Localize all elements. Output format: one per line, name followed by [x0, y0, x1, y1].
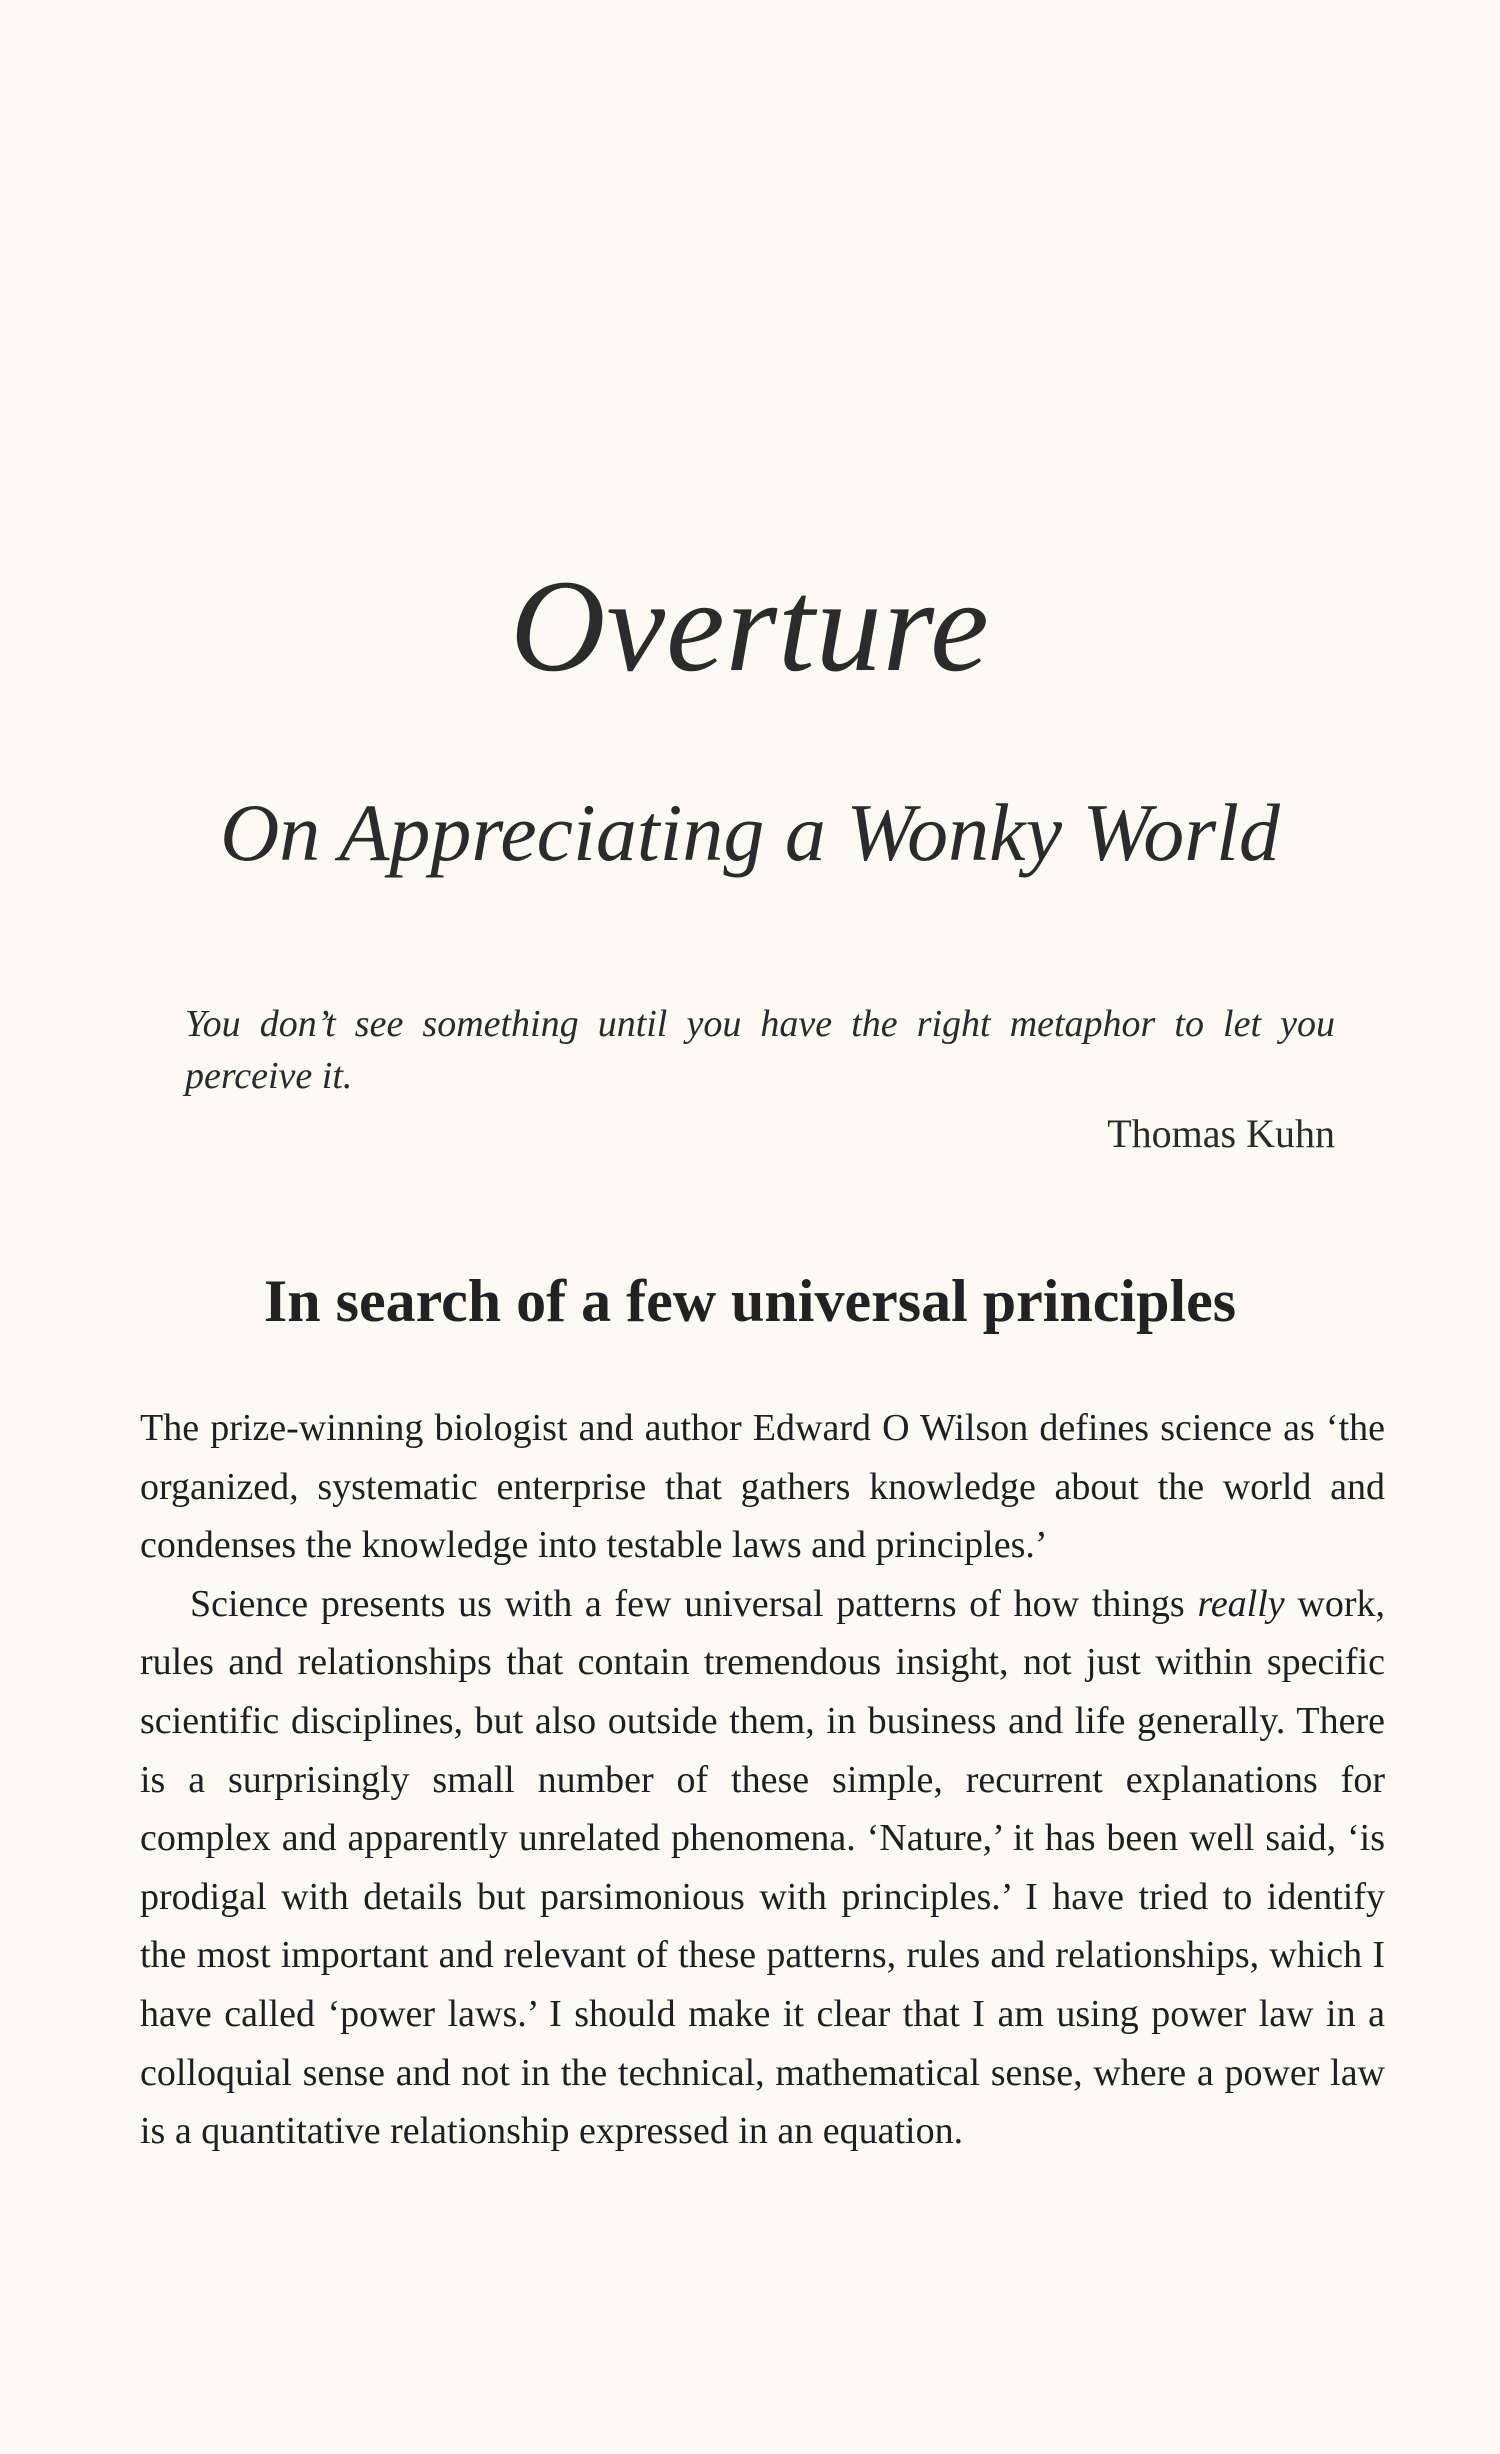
paragraph-2: [140, 1575, 1385, 2161]
emphasis-really: really: [1197, 1582, 1285, 1625]
chapter-subtitle: On Appreciating a Wonky World: [220, 787, 1280, 878]
section-heading: In search of a few universal principles: [263, 1268, 1237, 1334]
epigraph-quote: You don’t see something until you have the right metaphor to let you perceive it.: [185, 1003, 1335, 1097]
chapter-title: Overture: [510, 552, 990, 699]
paragraph-1: The prize-winning biologist and author Edward O Wilson defines science as ‘the organized, systematic enterprise that gathers knowledge about the world and condenses the knowledge into testable laws and principles.’: [140, 1407, 1385, 1567]
paragraph-2-part-2: work, rules and relationships that contain tremendous insight, not just within specific scientific disciplines, but also outside them, in business and life generally. There is a surprisingly small number of these simple, recurrent explanations for complex and apparently unrelated phenomena. ‘Nature,’ it has been well said, ‘is prodigal with details but parsimonious with principles.’ I have tried to identify the most important and relevant of these patterns, rules and relationships, which I have called ‘power laws.’ I should make it clear that I am using power law in a colloquial sense and not in the technical, mathematical sense, where a power law is a quantitative relationship expressed in an equation.: [140, 1582, 1385, 2153]
paragraph-2-part-1: Science presents us with a few universal patterns of how things: [190, 1582, 1198, 1625]
section-body: [140, 1399, 1385, 2161]
epigraph-attribution: Thomas Kuhn: [1107, 1111, 1335, 1156]
